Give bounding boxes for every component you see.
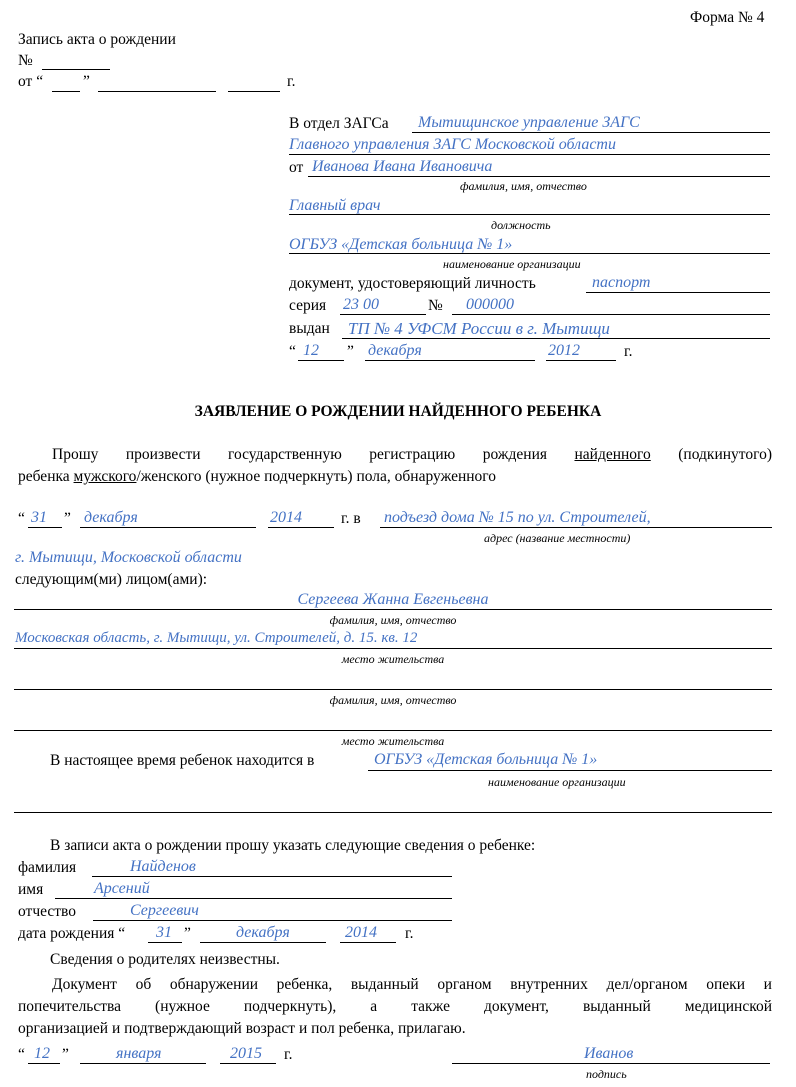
applicant-organization: ОГБУЗ «Детская больница № 1» [289, 236, 513, 253]
parents-unknown-note: Сведения о родителях неизвестны. [50, 951, 280, 968]
applicant-name-rule [308, 176, 770, 177]
child-surname-label: фамилия [18, 859, 77, 876]
finder-1-address-rule [14, 648, 772, 649]
current-location-rule [368, 770, 772, 771]
issued-day-rule [298, 360, 344, 361]
attachment-word: выданный [350, 976, 419, 993]
record-month-line [98, 91, 216, 92]
request-line-2-rest: /женского (нужное подчеркнуть) пола, обнаруженного [136, 468, 497, 485]
child-birth-day-rule [148, 942, 182, 943]
form-number: Форма № 4 [690, 9, 765, 26]
sign-date-open-quote: “ [18, 1046, 25, 1063]
attachment-word: ребенка, [276, 976, 333, 993]
attachment-word: органом [437, 976, 492, 993]
attachment-word: опеки [706, 976, 745, 993]
registry-office-line1-rule [412, 132, 770, 133]
child-surname: Найденов [130, 858, 196, 875]
finder-1-name: Сергеева Жанна Евгеньевна [297, 591, 489, 608]
child-birth-month: декабря [236, 924, 290, 941]
finder-1-name-caption: фамилия, имя, отчество [329, 613, 457, 627]
finder-1-name-rule [14, 609, 772, 610]
current-location-caption: наименование организации [488, 775, 626, 789]
attachment-word: подчеркнуть), [243, 998, 337, 1015]
attachment-word: попечительства [18, 998, 122, 1015]
child-birth-year-suffix: г. [405, 925, 414, 942]
sign-month: января [116, 1045, 162, 1062]
request-word: государственную [228, 446, 342, 463]
applicant-organization-rule [289, 253, 770, 254]
child-word: ребенка [18, 468, 70, 485]
sign-year: 2015 [230, 1045, 262, 1062]
child-name: Арсений [94, 880, 150, 897]
signature-caption: подпись [586, 1067, 627, 1081]
child-details-intro: В записи акта о рождении прошу указать следующие сведения о ребенке: [50, 837, 536, 854]
found-place-line1: подъезд дома № 15 по ул. Строителей, [384, 509, 651, 526]
record-date-close-quote: ” [83, 73, 90, 90]
attachment-word: внутренних [510, 976, 588, 993]
sign-day-rule [28, 1063, 60, 1064]
found-month-rule [80, 527, 256, 528]
child-birth-month-rule [200, 942, 326, 943]
finder-2-address-caption: место жительства [341, 734, 445, 748]
request-word: произвести [125, 446, 201, 463]
series-label: серия [289, 297, 327, 314]
attachment-word: (нужное [155, 998, 210, 1015]
passport-number-value: 000000 [466, 296, 514, 313]
record-date-from-label: от “ [18, 73, 44, 90]
registry-office-line2: Главного управления ЗАГС Московской области [289, 136, 616, 153]
child-name-rule [55, 898, 452, 899]
attachment-word: медицинской [684, 998, 772, 1015]
child-name-label: имя [18, 881, 44, 898]
found-year-in-label: г. в [341, 510, 361, 527]
issued-by-label: выдан [289, 320, 330, 337]
from-label: от [289, 159, 304, 176]
to-registry-label: В отдел ЗАГСа [289, 115, 389, 132]
attachment-word: об [135, 976, 152, 993]
attachment-word: также [411, 998, 450, 1015]
applicant-organization-caption: наименование организации [443, 257, 581, 271]
finder-1-address: Московская область, г. Мытищи, ул. Строителей, д. 15. кв. 12 [15, 630, 418, 646]
issued-by-rule [342, 338, 770, 339]
attachment-word: а [370, 998, 378, 1015]
sign-year-suffix: г. [284, 1046, 293, 1063]
record-number-label: № [18, 52, 33, 69]
issued-month-rule [365, 360, 535, 361]
request-line-1 [52, 447, 772, 463]
found-date-close-quote: ” [64, 510, 71, 527]
applicant-position-caption: должность [491, 218, 551, 232]
found-month: декабря [84, 509, 138, 526]
id-document-value: паспорт [592, 274, 651, 291]
issued-year: 2012 [548, 342, 580, 359]
issued-year-suffix: г. [624, 343, 633, 360]
child-patronymic: Сергеевич [130, 902, 199, 919]
male-option-underlined: мужского [73, 468, 137, 485]
found-year-rule [268, 527, 334, 528]
child-birth-year-rule [340, 942, 396, 943]
applicant-name: Иванова Ивана Ивановича [312, 158, 493, 175]
signature-rule [452, 1063, 770, 1064]
attachment-line-1 [52, 977, 772, 993]
issued-date-close-quote: ” [347, 343, 354, 360]
applicant-position-rule [289, 214, 770, 215]
passport-number-rule [452, 314, 770, 315]
current-location-value: ОГБУЗ «Детская больница № 1» [374, 751, 598, 768]
attachment-line-2 [18, 999, 772, 1015]
registry-office-line2-rule [289, 154, 770, 155]
series-value: 23 00 [343, 296, 379, 313]
record-number-line [42, 69, 110, 70]
found-option-underlined: найденного [574, 446, 651, 463]
applicant-name-caption: фамилия, имя, отчество [460, 179, 587, 193]
record-title: Запись акта о рождении [18, 31, 176, 48]
found-day: 31 [31, 509, 47, 526]
id-document-rule [586, 292, 770, 293]
attachment-word: и [763, 976, 772, 993]
child-patronymic-label: отчество [18, 903, 76, 920]
issued-year-rule [546, 360, 616, 361]
child-birth-year: 2014 [345, 924, 377, 941]
attachment-word: документ, [483, 998, 549, 1015]
applicant-position: Главный врач [289, 197, 381, 214]
application-heading: ЗАЯВЛЕНИЕ О РОЖДЕНИИ НАЙДЕННОГО РЕБЕНКА [194, 403, 602, 420]
attachment-word: выданный [582, 998, 651, 1015]
attachment-word: дел/органом [606, 976, 688, 993]
id-document-label: документ, удостоверяющий личность [289, 275, 536, 292]
child-birth-date-close-quote: ” [184, 925, 191, 942]
by-persons-label: следующим(ми) лицом(ами): [15, 571, 208, 588]
abandoned-option: (подкинутого) [678, 446, 772, 463]
request-word: регистрацию [369, 446, 456, 463]
issued-date-open-quote: “ [289, 343, 296, 360]
attachment-word: обнаружении [169, 976, 259, 993]
issued-day: 12 [303, 342, 319, 359]
current-location-label: В настоящее время ребенок находится в [50, 752, 315, 769]
current-location-extra-rule [14, 812, 772, 813]
found-place-line2: г. Мытищи, Московской области [15, 549, 242, 566]
registry-office-line1: Мытищинское управление ЗАГС [418, 114, 640, 131]
found-place-caption: адрес (название местности) [484, 531, 631, 545]
record-year-line [228, 91, 280, 92]
sign-year-rule [220, 1063, 276, 1064]
request-line-2 [18, 469, 496, 485]
sign-month-rule [80, 1063, 206, 1064]
attachment-line-3: организацией и подтверждающий возраст и пол ребенка, прилагаю. [18, 1020, 466, 1037]
request-word: Прошу [52, 446, 99, 463]
finder-1-address-caption: место жительства [341, 652, 445, 666]
signer-name: Иванов [584, 1045, 634, 1062]
finder-2-address-rule [14, 730, 772, 731]
child-surname-rule [92, 876, 452, 877]
record-day-line [52, 91, 80, 92]
request-word: рождения [482, 446, 547, 463]
issued-month: декабря [368, 342, 422, 359]
sign-day: 12 [34, 1045, 50, 1062]
found-day-rule [28, 527, 62, 528]
child-birth-day: 31 [156, 924, 172, 941]
child-birth-date-label: дата рождения “ [18, 925, 126, 942]
passport-number-label: № [428, 297, 443, 314]
series-rule [340, 314, 426, 315]
finder-2-name-rule [14, 689, 772, 690]
sign-date-close-quote: ” [62, 1046, 69, 1063]
issued-by-value: ТП № 4 УФСМ России в г. Мытищи [348, 319, 610, 338]
record-year-suffix: г. [287, 73, 296, 90]
found-place-line1-rule [380, 527, 772, 528]
finder-2-name-caption: фамилия, имя, отчество [329, 693, 457, 707]
found-year: 2014 [270, 509, 302, 526]
found-date-open-quote: “ [18, 510, 25, 527]
attachment-word: Документ [52, 976, 117, 993]
child-patronymic-rule [93, 920, 452, 921]
